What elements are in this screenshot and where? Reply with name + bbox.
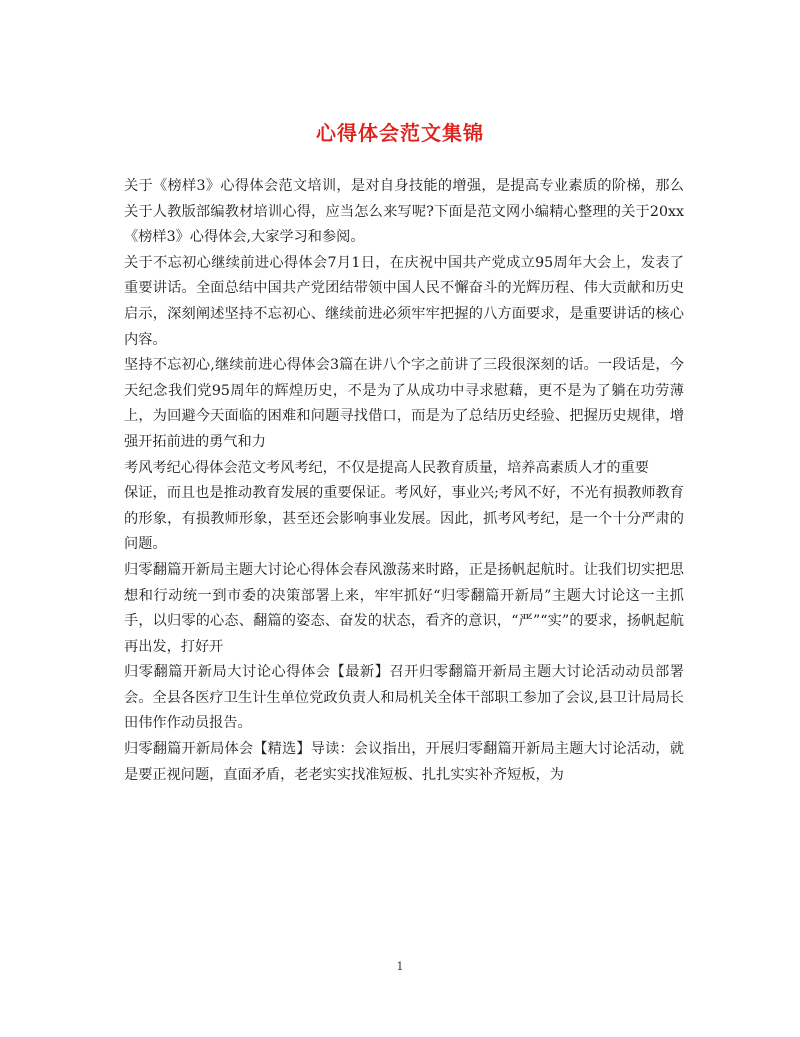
- paragraph-8: 归零翻篇开新局体会【精选】导读：会议指出，开展归零翻篇开新局主题大讨论活动，就是要正视问题，直面矛盾，老老实实找准短板、扎扎实实补齐短板，为: [124, 741, 684, 783]
- paragraph-1: 关于《榜样3》心得体会范文培训，是对自身技能的增强，是提高专业素质的阶梯，那么关于人教版部编教材培训心得，应当怎么来写呢?下面是范文网小编精心整理的关于20xx《榜样3》心得体会,大家学习和参阅。: [124, 178, 684, 246]
- page-number: 1: [396, 960, 404, 973]
- paragraph-7: 归零翻篇开新局大讨论心得体会【最新】召开归零翻篇开新局主题大讨论活动动员部署会。全县各医疗卫生计生单位党政负责人和局机关全体干部职工参加了会议,县卫计局局长田伟作作动员报告。: [124, 664, 684, 732]
- page-title: 心得体会范文集锦: [316, 121, 484, 146]
- paragraph-3: 坚持不忘初心,继续前进心得体会3篇在讲八个字之前讲了三段很深刻的话。一段话是，今天纪念我们党95周年的辉煌历史，不是为了从成功中寻求慰藉，更不是为了躺在功劳薄上，为回避今天面临的困难和问题寻找借口，而是为了总结历史经验、把握历史规律，增强开拓前进的勇气和力: [124, 357, 684, 450]
- paragraph-4: 考风考纪心得体会范文考风考纪，不仅是提高人民教育质量，培养高素质人才的重要: [124, 459, 649, 476]
- paragraph-5: 保证，而且也是推动教育发展的重要保证。考风好，事业兴;考风不好，不光有损教师教育的形象，有损教师形象，甚至还会影响事业发展。因此，抓考风考纪，是一个十分严肃的问题。: [124, 485, 684, 553]
- paragraph-6: 归零翻篇开新局主题大讨论心得体会春风激荡来时路，正是扬帆起航时。让我们切实把思想和行动统一到市委的决策部署上来，牢牢抓好“归零翻篇开新局”主题大讨论这一主抓手，以归零的心态、翻篇的姿态、奋发的状态，看齐的意识，“严”“实”的要求，扬帆起航再出发，打好开: [124, 561, 684, 655]
- document-body: [124, 174, 684, 788]
- paragraph-2: 关于不忘初心继续前进心得体会7月1日，在庆祝中国共产党成立95周年大会上，发表了重要讲话。全面总结中国共产党团结带领中国人民不懈奋斗的光辉历程、伟大贡献和历史启示，深刻阐述坚持不忘初心、继续前进必须牢牢把握的八方面要求，是重要讲话的核心内容。: [124, 254, 684, 348]
